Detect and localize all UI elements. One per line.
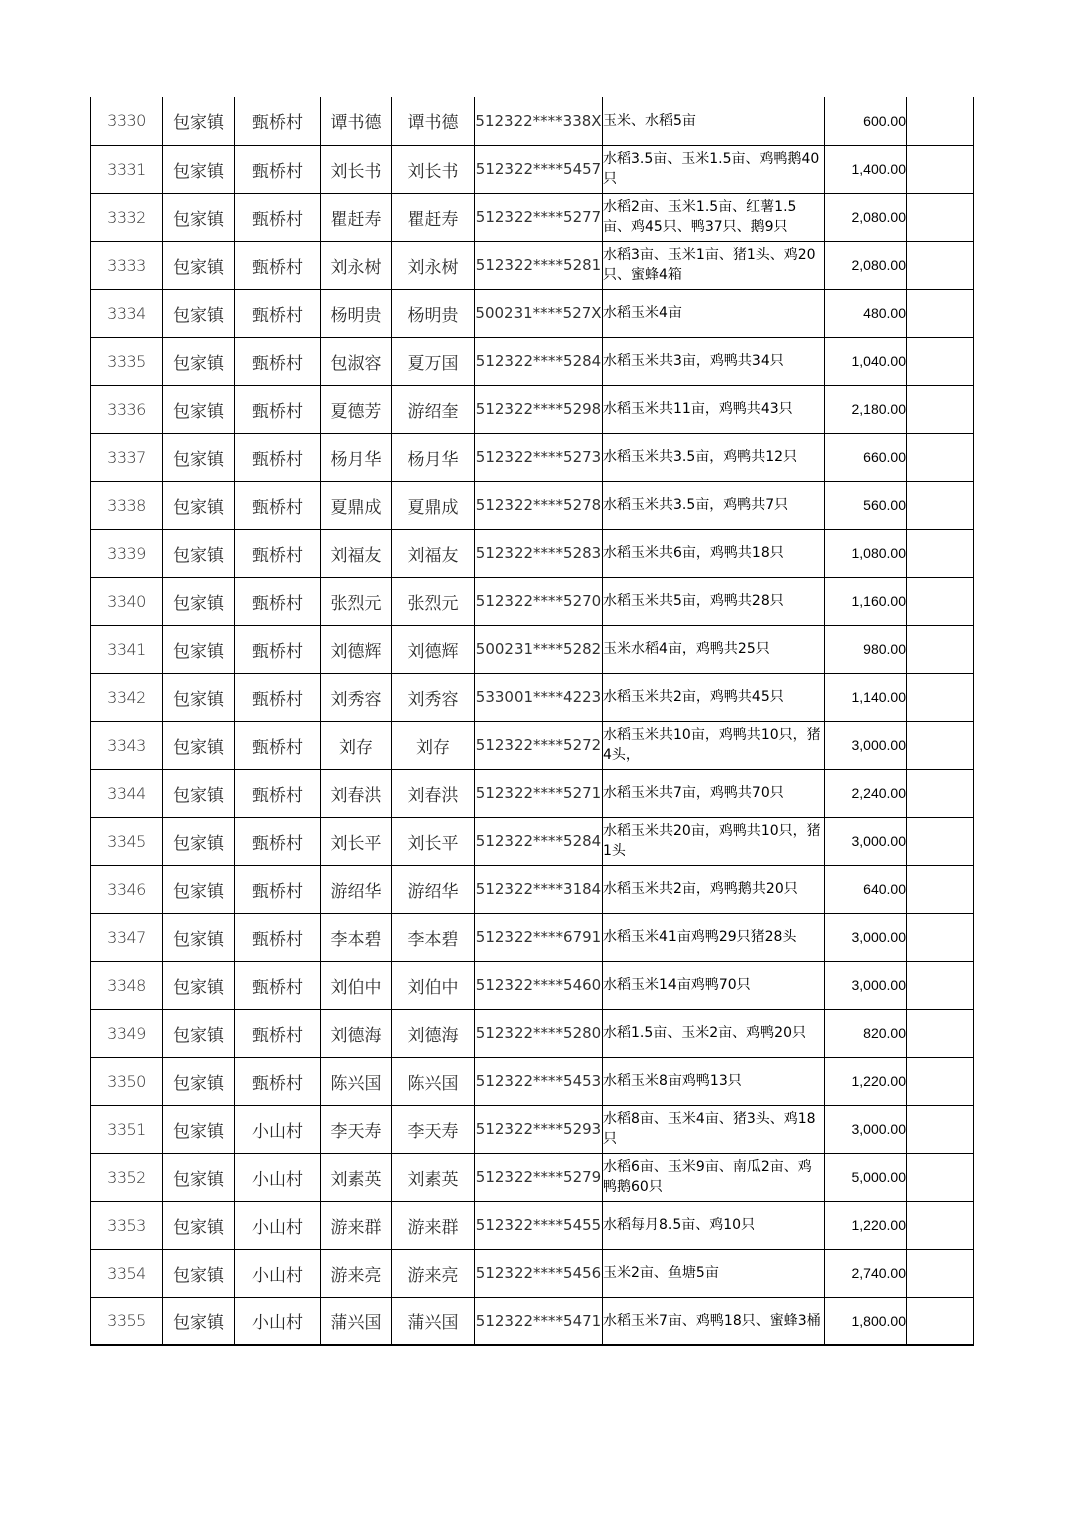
town-cell: 包家镇: [163, 625, 235, 673]
table-row: [91, 337, 974, 385]
town-cell: 包家镇: [163, 1105, 235, 1153]
amount-cell: 5,000.00: [825, 1153, 907, 1201]
remarks-cell: [907, 1297, 974, 1345]
table-row: [91, 241, 974, 289]
row-number-cell: 3344: [91, 769, 163, 817]
payee-name-cell: 陈兴国: [392, 1057, 475, 1105]
town-cell: 包家镇: [163, 1201, 235, 1249]
payee-name-cell: 张烈元: [392, 577, 475, 625]
town-cell: 包家镇: [163, 481, 235, 529]
table-row: [91, 769, 974, 817]
table-row: [91, 193, 974, 241]
household-head-cell: 张烈元: [321, 577, 392, 625]
town-cell: 包家镇: [163, 577, 235, 625]
id-number-cell: 512322****5457: [475, 145, 603, 193]
remarks-cell: [907, 673, 974, 721]
table-body: [91, 97, 974, 1345]
remarks-cell: [907, 961, 974, 1009]
payee-name-cell: 刘存: [392, 721, 475, 769]
id-number-cell: 512322****5283: [475, 529, 603, 577]
table-row: [91, 1201, 974, 1249]
production-description-cell: 水稻玉米14亩鸡鸭70只: [603, 961, 825, 1009]
town-cell: 包家镇: [163, 1297, 235, 1345]
table-row: [91, 625, 974, 673]
payee-name-cell: 刘福友: [392, 529, 475, 577]
production-description-cell: 水稻玉米共10亩，鸡鸭共10只，猪4头，: [603, 721, 825, 769]
production-description-cell: 水稻玉米共3.5亩，鸡鸭共12只: [603, 433, 825, 481]
payee-name-cell: 游绍华: [392, 865, 475, 913]
table-row: [91, 433, 974, 481]
household-head-cell: 陈兴国: [321, 1057, 392, 1105]
remarks-cell: [907, 1057, 974, 1105]
household-head-cell: 包淑容: [321, 337, 392, 385]
household-head-cell: 刘伯中: [321, 961, 392, 1009]
town-cell: 包家镇: [163, 721, 235, 769]
amount-cell: 3,000.00: [825, 817, 907, 865]
id-number-cell: 512322****5298: [475, 385, 603, 433]
remarks-cell: [907, 433, 974, 481]
subsidy-register-sheet: [90, 97, 973, 1346]
payee-name-cell: 刘德辉: [392, 625, 475, 673]
amount-cell: 1,400.00: [825, 145, 907, 193]
production-description-cell: 水稻3亩、玉米1亩、猪1头、鸡20只、蜜蜂4箱: [603, 241, 825, 289]
table-row: [91, 913, 974, 961]
village-cell: 甄桥村: [235, 865, 321, 913]
row-number-cell: 3354: [91, 1249, 163, 1297]
town-cell: 包家镇: [163, 769, 235, 817]
payee-name-cell: 杨明贵: [392, 289, 475, 337]
household-head-cell: 游来群: [321, 1201, 392, 1249]
production-description-cell: 水稻6亩、玉米9亩、南瓜2亩、鸡鸭鹅60只: [603, 1153, 825, 1201]
amount-cell: 980.00: [825, 625, 907, 673]
village-cell: 甄桥村: [235, 433, 321, 481]
town-cell: 包家镇: [163, 1153, 235, 1201]
payee-name-cell: 瞿赶寿: [392, 193, 475, 241]
town-cell: 包家镇: [163, 1009, 235, 1057]
remarks-cell: [907, 1249, 974, 1297]
row-number-cell: 3345: [91, 817, 163, 865]
amount-cell: 3,000.00: [825, 1105, 907, 1153]
id-number-cell: 500231****5282: [475, 625, 603, 673]
id-number-cell: 512322****5284: [475, 817, 603, 865]
amount-cell: 1,040.00: [825, 337, 907, 385]
row-number-cell: 3337: [91, 433, 163, 481]
household-head-cell: 李本碧: [321, 913, 392, 961]
production-description-cell: 玉米、水稻5亩: [603, 97, 825, 145]
production-description-cell: 水稻玉米共20亩，鸡鸭共10只，猪1头: [603, 817, 825, 865]
village-cell: 甄桥村: [235, 289, 321, 337]
row-number-cell: 3350: [91, 1057, 163, 1105]
household-head-cell: 刘长书: [321, 145, 392, 193]
production-description-cell: 水稻玉米4亩: [603, 289, 825, 337]
production-description-cell: 水稻玉米共6亩，鸡鸭共18只: [603, 529, 825, 577]
row-number-cell: 3338: [91, 481, 163, 529]
village-cell: 小山村: [235, 1153, 321, 1201]
production-description-cell: 水稻玉米41亩鸡鸭29只猪28头: [603, 913, 825, 961]
table-row: [91, 1153, 974, 1201]
payee-name-cell: 夏万国: [392, 337, 475, 385]
payee-name-cell: 游绍奎: [392, 385, 475, 433]
table-row: [91, 865, 974, 913]
amount-cell: 600.00: [825, 97, 907, 145]
town-cell: 包家镇: [163, 1057, 235, 1105]
town-cell: 包家镇: [163, 529, 235, 577]
row-number-cell: 3355: [91, 1297, 163, 1345]
village-cell: 甄桥村: [235, 481, 321, 529]
row-number-cell: 3331: [91, 145, 163, 193]
id-number-cell: 512322****5279: [475, 1153, 603, 1201]
table-row: [91, 289, 974, 337]
town-cell: 包家镇: [163, 865, 235, 913]
production-description-cell: 水稻玉米7亩、鸡鸭18只、蜜蜂3桶: [603, 1297, 825, 1345]
amount-cell: 1,160.00: [825, 577, 907, 625]
household-head-cell: 刘福友: [321, 529, 392, 577]
table-row: [91, 385, 974, 433]
household-head-cell: 刘素英: [321, 1153, 392, 1201]
production-description-cell: 水稻2亩、玉米1.5亩、红薯1.5亩、鸡45只、鸭37只、鹅9只: [603, 193, 825, 241]
id-number-cell: 512322****5272: [475, 721, 603, 769]
id-number-cell: 512322****5278: [475, 481, 603, 529]
amount-cell: 560.00: [825, 481, 907, 529]
village-cell: 甄桥村: [235, 337, 321, 385]
household-head-cell: 瞿赶寿: [321, 193, 392, 241]
amount-cell: 2,080.00: [825, 241, 907, 289]
id-number-cell: 512322****5284: [475, 337, 603, 385]
table-row: [91, 673, 974, 721]
remarks-cell: [907, 145, 974, 193]
production-description-cell: 水稻玉米共2亩，鸡鸭共45只: [603, 673, 825, 721]
village-cell: 甄桥村: [235, 1009, 321, 1057]
remarks-cell: [907, 1201, 974, 1249]
id-number-cell: 512322****338X: [475, 97, 603, 145]
payee-name-cell: 刘永树: [392, 241, 475, 289]
id-number-cell: 512322****5277: [475, 193, 603, 241]
amount-cell: 1,080.00: [825, 529, 907, 577]
payee-name-cell: 游来亮: [392, 1249, 475, 1297]
village-cell: 小山村: [235, 1297, 321, 1345]
production-description-cell: 水稻玉米共3亩，鸡鸭共34只: [603, 337, 825, 385]
id-number-cell: 500231****527X: [475, 289, 603, 337]
table-row: [91, 97, 974, 145]
town-cell: 包家镇: [163, 337, 235, 385]
table-row: [91, 1249, 974, 1297]
id-number-cell: 512322****6791: [475, 913, 603, 961]
village-cell: 甄桥村: [235, 1057, 321, 1105]
row-number-cell: 3348: [91, 961, 163, 1009]
payee-name-cell: 杨月华: [392, 433, 475, 481]
amount-cell: 3,000.00: [825, 721, 907, 769]
village-cell: 甄桥村: [235, 529, 321, 577]
amount-cell: 660.00: [825, 433, 907, 481]
id-number-cell: 533001****4223: [475, 673, 603, 721]
payee-name-cell: 游来群: [392, 1201, 475, 1249]
payee-name-cell: 刘德海: [392, 1009, 475, 1057]
amount-cell: 2,240.00: [825, 769, 907, 817]
village-cell: 小山村: [235, 1249, 321, 1297]
remarks-cell: [907, 193, 974, 241]
id-number-cell: 512322****5271: [475, 769, 603, 817]
town-cell: 包家镇: [163, 673, 235, 721]
row-number-cell: 3336: [91, 385, 163, 433]
household-head-cell: 游绍华: [321, 865, 392, 913]
village-cell: 小山村: [235, 1105, 321, 1153]
table-row: [91, 1297, 974, 1345]
row-number-cell: 3334: [91, 289, 163, 337]
town-cell: 包家镇: [163, 433, 235, 481]
row-number-cell: 3339: [91, 529, 163, 577]
amount-cell: 2,740.00: [825, 1249, 907, 1297]
production-description-cell: 水稻玉米共11亩，鸡鸭共43只: [603, 385, 825, 433]
remarks-cell: [907, 625, 974, 673]
household-head-cell: 刘德辉: [321, 625, 392, 673]
payee-name-cell: 蒲兴国: [392, 1297, 475, 1345]
row-number-cell: 3351: [91, 1105, 163, 1153]
remarks-cell: [907, 337, 974, 385]
payee-name-cell: 夏鼎成: [392, 481, 475, 529]
village-cell: 甄桥村: [235, 961, 321, 1009]
production-description-cell: 水稻每月8.5亩、鸡10只: [603, 1201, 825, 1249]
town-cell: 包家镇: [163, 145, 235, 193]
household-head-cell: 刘存: [321, 721, 392, 769]
table-row: [91, 145, 974, 193]
village-cell: 甄桥村: [235, 673, 321, 721]
id-number-cell: 512322****3184: [475, 865, 603, 913]
remarks-cell: [907, 481, 974, 529]
production-description-cell: 水稻1.5亩、玉米2亩、鸡鸭20只: [603, 1009, 825, 1057]
table-row: [91, 817, 974, 865]
town-cell: 包家镇: [163, 1249, 235, 1297]
remarks-cell: [907, 1153, 974, 1201]
remarks-cell: [907, 1009, 974, 1057]
table-row: [91, 721, 974, 769]
payee-name-cell: 李天寿: [392, 1105, 475, 1153]
id-number-cell: 512322****5280: [475, 1009, 603, 1057]
row-number-cell: 3332: [91, 193, 163, 241]
household-head-cell: 夏鼎成: [321, 481, 392, 529]
village-cell: 甄桥村: [235, 769, 321, 817]
id-number-cell: 512322****5460: [475, 961, 603, 1009]
table-row: [91, 961, 974, 1009]
remarks-cell: [907, 385, 974, 433]
production-description-cell: 水稻3.5亩、玉米1.5亩、鸡鸭鹅40只: [603, 145, 825, 193]
town-cell: 包家镇: [163, 817, 235, 865]
village-cell: 甄桥村: [235, 913, 321, 961]
remarks-cell: [907, 289, 974, 337]
id-number-cell: 512322****5273: [475, 433, 603, 481]
village-cell: 甄桥村: [235, 577, 321, 625]
production-description-cell: 水稻玉米共5亩，鸡鸭共28只: [603, 577, 825, 625]
remarks-cell: [907, 529, 974, 577]
amount-cell: 2,080.00: [825, 193, 907, 241]
household-head-cell: 谭书德: [321, 97, 392, 145]
household-head-cell: 刘永树: [321, 241, 392, 289]
row-number-cell: 3346: [91, 865, 163, 913]
table-row: [91, 1009, 974, 1057]
amount-cell: 820.00: [825, 1009, 907, 1057]
village-cell: 小山村: [235, 1201, 321, 1249]
village-cell: 甄桥村: [235, 193, 321, 241]
amount-cell: 640.00: [825, 865, 907, 913]
town-cell: 包家镇: [163, 193, 235, 241]
id-number-cell: 512322****5471: [475, 1297, 603, 1345]
payee-name-cell: 刘长书: [392, 145, 475, 193]
id-number-cell: 512322****5453: [475, 1057, 603, 1105]
remarks-cell: [907, 97, 974, 145]
id-number-cell: 512322****5456: [475, 1249, 603, 1297]
payee-name-cell: 李本碧: [392, 913, 475, 961]
payee-name-cell: 刘长平: [392, 817, 475, 865]
row-number-cell: 3335: [91, 337, 163, 385]
row-number-cell: 3347: [91, 913, 163, 961]
remarks-cell: [907, 769, 974, 817]
table-row: [91, 1105, 974, 1153]
household-head-cell: 刘秀容: [321, 673, 392, 721]
remarks-cell: [907, 1105, 974, 1153]
row-number-cell: 3341: [91, 625, 163, 673]
household-head-cell: 蒲兴国: [321, 1297, 392, 1345]
row-number-cell: 3352: [91, 1153, 163, 1201]
id-number-cell: 512322****5293: [475, 1105, 603, 1153]
town-cell: 包家镇: [163, 385, 235, 433]
household-head-cell: 李天寿: [321, 1105, 392, 1153]
payee-name-cell: 刘春洪: [392, 769, 475, 817]
town-cell: 包家镇: [163, 97, 235, 145]
household-head-cell: 刘春洪: [321, 769, 392, 817]
amount-cell: 2,180.00: [825, 385, 907, 433]
payee-name-cell: 刘伯中: [392, 961, 475, 1009]
production-description-cell: 水稻玉米8亩鸡鸭13只: [603, 1057, 825, 1105]
production-description-cell: 玉米2亩、鱼塘5亩: [603, 1249, 825, 1297]
amount-cell: 1,800.00: [825, 1297, 907, 1345]
remarks-cell: [907, 865, 974, 913]
remarks-cell: [907, 913, 974, 961]
row-number-cell: 3340: [91, 577, 163, 625]
household-head-cell: 夏德芳: [321, 385, 392, 433]
table-row: [91, 1057, 974, 1105]
id-number-cell: 512322****5281: [475, 241, 603, 289]
village-cell: 甄桥村: [235, 385, 321, 433]
payee-name-cell: 谭书德: [392, 97, 475, 145]
town-cell: 包家镇: [163, 961, 235, 1009]
row-number-cell: 3333: [91, 241, 163, 289]
row-number-cell: 3349: [91, 1009, 163, 1057]
id-number-cell: 512322****5270: [475, 577, 603, 625]
village-cell: 甄桥村: [235, 145, 321, 193]
remarks-cell: [907, 817, 974, 865]
table-row: [91, 577, 974, 625]
table-row: [91, 529, 974, 577]
row-number-cell: 3330: [91, 97, 163, 145]
household-head-cell: 游来亮: [321, 1249, 392, 1297]
household-head-cell: 杨月华: [321, 433, 392, 481]
subsidy-register-table: [90, 97, 974, 1346]
row-number-cell: 3343: [91, 721, 163, 769]
table-row: [91, 481, 974, 529]
payee-name-cell: 刘秀容: [392, 673, 475, 721]
production-description-cell: 水稻8亩、玉米4亩、猪3头、鸡18只: [603, 1105, 825, 1153]
village-cell: 甄桥村: [235, 721, 321, 769]
town-cell: 包家镇: [163, 289, 235, 337]
amount-cell: 3,000.00: [825, 913, 907, 961]
remarks-cell: [907, 241, 974, 289]
payee-name-cell: 刘素英: [392, 1153, 475, 1201]
household-head-cell: 刘德海: [321, 1009, 392, 1057]
row-number-cell: 3353: [91, 1201, 163, 1249]
production-description-cell: 水稻玉米共2亩，鸡鸭鹅共20只: [603, 865, 825, 913]
amount-cell: 1,220.00: [825, 1201, 907, 1249]
town-cell: 包家镇: [163, 913, 235, 961]
production-description-cell: 水稻玉米共3.5亩，鸡鸭共7只: [603, 481, 825, 529]
remarks-cell: [907, 721, 974, 769]
row-number-cell: 3342: [91, 673, 163, 721]
household-head-cell: 刘长平: [321, 817, 392, 865]
remarks-cell: [907, 577, 974, 625]
amount-cell: 1,140.00: [825, 673, 907, 721]
village-cell: 甄桥村: [235, 241, 321, 289]
amount-cell: 480.00: [825, 289, 907, 337]
amount-cell: 1,220.00: [825, 1057, 907, 1105]
village-cell: 甄桥村: [235, 817, 321, 865]
village-cell: 甄桥村: [235, 625, 321, 673]
amount-cell: 3,000.00: [825, 961, 907, 1009]
production-description-cell: 玉米水稻4亩，鸡鸭共25只: [603, 625, 825, 673]
village-cell: 甄桥村: [235, 97, 321, 145]
town-cell: 包家镇: [163, 241, 235, 289]
id-number-cell: 512322****5455: [475, 1201, 603, 1249]
household-head-cell: 杨明贵: [321, 289, 392, 337]
production-description-cell: 水稻玉米共7亩，鸡鸭共70只: [603, 769, 825, 817]
